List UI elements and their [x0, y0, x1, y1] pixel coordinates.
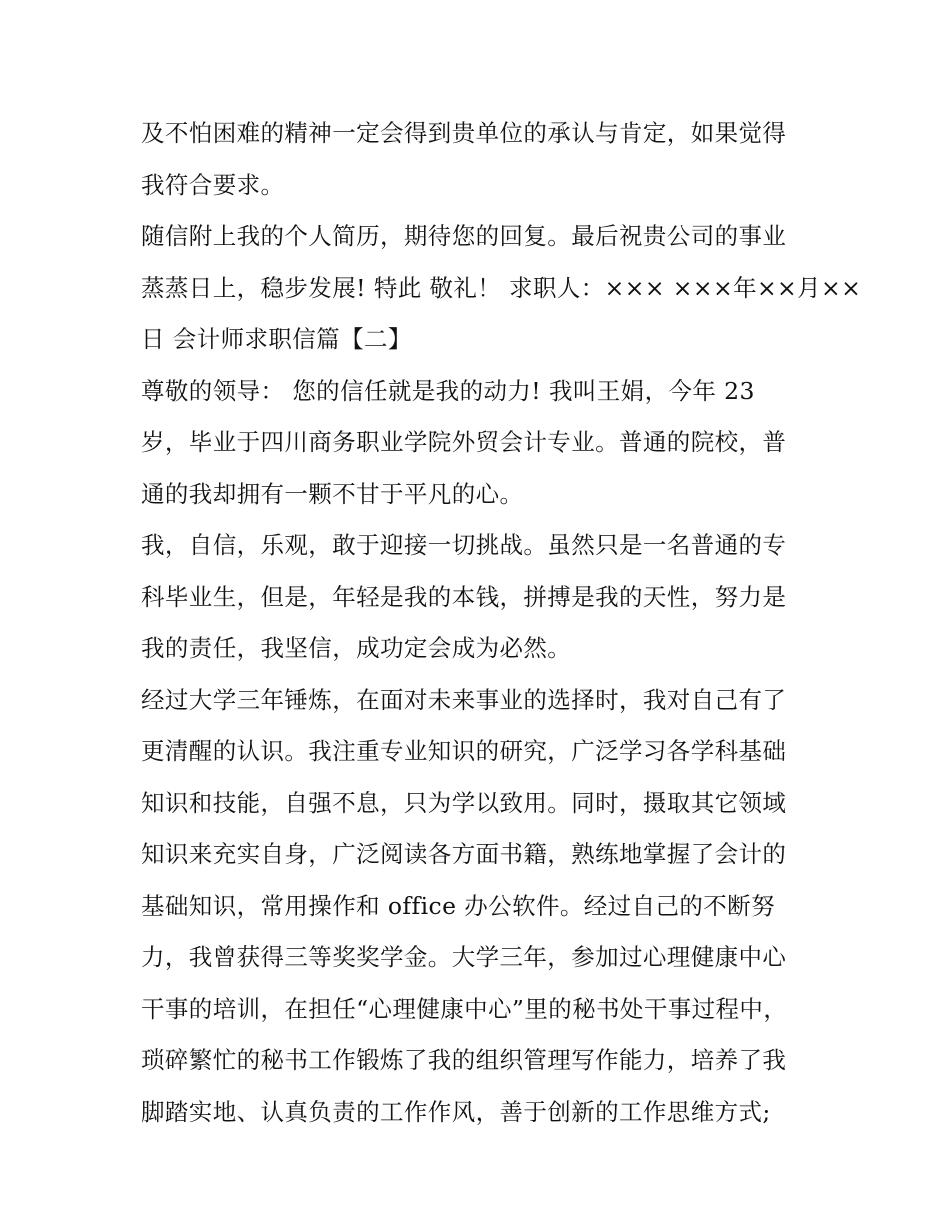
text-line: 及不怕困难的精神一定会得到贵单位的承认与肯定，如果觉得 [141, 119, 787, 147]
text-line: 我的责任，我坚信，成功定会成为必然。 [141, 634, 572, 662]
text-line: 琐碎繁忙的秘书工作锻炼了我的组织管理写作能力，培养了我 [141, 1046, 787, 1074]
text-line: 力，我曾获得三等奖奖学金。大学三年，参加过心理健康中心 [141, 943, 787, 971]
text-line: 随信附上我的个人简历，期待您的回复。最后祝贵公司的事业 [141, 222, 787, 250]
text-line: 基础知识，常用操作和 office 办公软件。经过自己的不断努 [141, 891, 775, 920]
text-line: 科毕业生，但是，年轻是我的本钱，拼搏是我的天性，努力是 [141, 582, 787, 611]
text-line: 蒸蒸日上，稳步发展! 特此 敬礼！ 求职人：××× ×××年××月×× [141, 273, 862, 302]
text-line: 知识来充实自身，广泛阅读各方面书籍，熟练地掌握了会计的 [141, 840, 787, 868]
section-heading-line: 日 会计师求职信篇【二】 [141, 325, 412, 353]
text-line: 更清醒的认识。我注重专业知识的研究，广泛学习各学科基础 [141, 737, 787, 765]
text-line: 岁，毕业于四川商务职业学院外贸会计专业。普通的院校，普 [141, 428, 787, 456]
text-line: 我符合要求。 [141, 170, 285, 199]
text-line: 经过大学三年锤炼，在面对未来事业的选择时，我对自己有了 [141, 685, 787, 714]
text-line: 脚踏实地、认真负责的工作作风，善于创新的工作思维方式; [141, 1097, 771, 1126]
text-line: 我，自信，乐观，敢于迎接一切挑战。虽然只是一名普通的专 [141, 531, 787, 559]
text-line: 知识和技能，自强不息，只为学以致用。同时，摄取其它领域 [141, 788, 787, 817]
cover-letter-body [141, 108, 862, 1138]
text-line: 干事的培训，在担任“心理健康中心”里的秘书处干事过程中， [141, 994, 788, 1023]
text-line: 通的我却拥有一颗不甘于平凡的心。 [141, 479, 524, 508]
salutation-line: 尊敬的领导： 您的信任就是我的动力! 我叫王娟，今年 23 [141, 376, 755, 405]
